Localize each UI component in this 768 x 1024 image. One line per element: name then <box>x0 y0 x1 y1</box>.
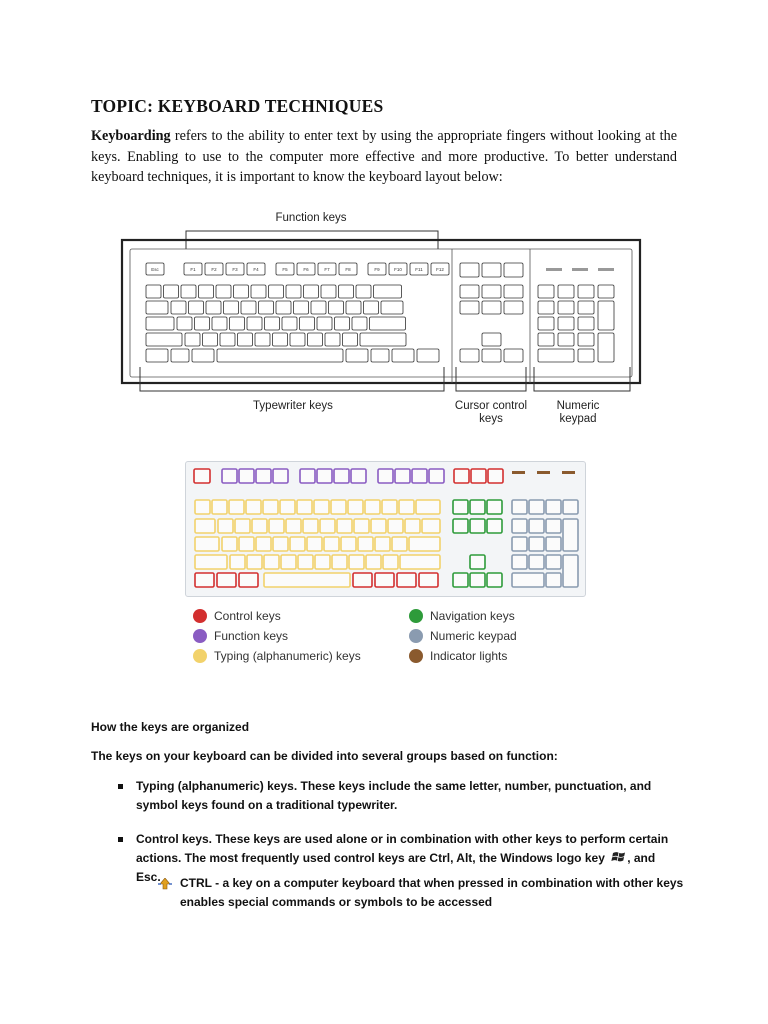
typing-key <box>409 537 440 551</box>
arrow-key <box>482 349 501 362</box>
typewriter-key <box>195 317 210 330</box>
typewriter-key <box>290 333 305 346</box>
enter-key <box>370 317 406 330</box>
typewriter-key <box>343 333 358 346</box>
legend-numeric <box>409 629 517 643</box>
function-key <box>378 469 393 483</box>
backspace-key <box>374 285 402 298</box>
legend-dot <box>409 609 423 623</box>
function-key-label: F7 <box>324 267 330 272</box>
numpad-zero-key <box>512 573 544 587</box>
windows-key <box>171 349 189 362</box>
legend-indicator <box>409 649 507 663</box>
navigation-key <box>460 301 479 314</box>
navigation-key <box>487 500 502 514</box>
typing-key <box>246 500 261 514</box>
function-key <box>239 469 254 483</box>
key-color-legend <box>193 609 553 669</box>
typewriter-key <box>282 317 297 330</box>
typewriter-key <box>212 317 227 330</box>
typewriter-key <box>164 285 179 298</box>
typing-key <box>256 537 271 551</box>
numpad-key <box>578 333 594 346</box>
typewriter-key <box>286 285 301 298</box>
arrow-key <box>487 573 502 587</box>
typing-key <box>235 519 250 533</box>
numpad-key <box>578 349 594 362</box>
function-key <box>300 469 315 483</box>
numpad-key <box>538 349 574 362</box>
typing-key <box>218 519 233 533</box>
numpad-key <box>512 555 527 569</box>
navigation-key <box>460 285 479 298</box>
numpad-key <box>529 537 544 551</box>
typewriter-key <box>356 285 371 298</box>
cursor-bracket <box>456 383 526 391</box>
typing-key <box>230 555 245 569</box>
function-key-label: F12 <box>436 267 444 272</box>
bullet-text: Typing (alphanumeric) keys. These keys include the same letter, number, punctuation, and symbol keys found on a traditional typewriter. <box>136 779 652 812</box>
control-key <box>353 573 372 587</box>
typing-key <box>315 555 330 569</box>
numpad-key <box>546 500 561 514</box>
function-keys-bracket <box>186 231 438 237</box>
typewriter-key <box>276 301 291 314</box>
arrow-key <box>470 573 485 587</box>
typewriter-key <box>346 301 361 314</box>
label-numeric-keypad: Numeric keypad <box>556 400 600 425</box>
typewriter-key <box>335 317 350 330</box>
typing-key <box>281 555 296 569</box>
typewriter-key <box>189 301 204 314</box>
typing-key <box>320 519 335 533</box>
typing-key <box>375 537 390 551</box>
print-scroll-pause-key <box>504 263 523 277</box>
function-key-label: F11 <box>415 267 423 272</box>
numpad-key <box>529 519 544 533</box>
print-scroll-pause-key <box>454 469 469 483</box>
topic-heading: TOPIC: KEYBOARD TECHNIQUES <box>91 96 384 116</box>
numpad-key <box>598 285 614 298</box>
control-key <box>239 573 258 587</box>
numpad-key <box>578 285 594 298</box>
typing-key <box>388 519 403 533</box>
typing-key <box>303 519 318 533</box>
numpad-key <box>558 333 574 346</box>
bullet-square-icon <box>118 784 123 789</box>
typing-key <box>269 519 284 533</box>
numpad-key <box>538 317 554 330</box>
typewriter-key <box>255 333 270 346</box>
intro-term: Keyboarding <box>91 128 171 144</box>
tab-key <box>146 301 168 314</box>
typing-key <box>195 555 227 569</box>
typing-key <box>307 537 322 551</box>
numpad-key <box>538 285 554 298</box>
function-key <box>222 469 237 483</box>
typewriter-key <box>216 285 231 298</box>
typing-key <box>195 500 210 514</box>
numpad-key <box>558 301 574 314</box>
typewriter-key <box>171 301 186 314</box>
function-key <box>256 469 271 483</box>
esc-key <box>194 469 210 483</box>
function-key <box>334 469 349 483</box>
print-scroll-pause-key <box>482 263 501 277</box>
typewriter-key <box>364 301 379 314</box>
legend-label: Function keys <box>214 629 289 643</box>
typewriter-key <box>199 285 214 298</box>
function-key-label: F6 <box>303 267 309 272</box>
typing-key <box>314 500 329 514</box>
control-key <box>217 573 236 587</box>
intro-paragraph <box>91 126 677 188</box>
typing-key <box>286 519 301 533</box>
indicator-light <box>572 268 588 271</box>
function-key <box>412 469 427 483</box>
numpad-key <box>546 573 561 587</box>
numpad-key <box>546 519 561 533</box>
typing-key <box>341 537 356 551</box>
arrow-key <box>470 555 485 569</box>
typing-key <box>195 519 215 533</box>
typing-key <box>222 537 237 551</box>
legend-typing <box>193 649 361 663</box>
legend-dot <box>409 649 423 663</box>
typewriter-key <box>321 285 336 298</box>
numpad-key <box>512 519 527 533</box>
typewriter-key <box>251 285 266 298</box>
bullet-text-end: , and Esc. <box>136 851 656 884</box>
arrow-key <box>460 349 479 362</box>
ctrl-key <box>146 349 168 362</box>
typing-key <box>273 537 288 551</box>
typing-key <box>324 537 339 551</box>
typewriter-key <box>247 317 262 330</box>
navigation-key <box>504 285 523 298</box>
numpad-key <box>529 555 544 569</box>
typewriter-key <box>203 333 218 346</box>
caps-lock-key <box>146 317 174 330</box>
function-key-label: F2 <box>211 267 217 272</box>
legend-function <box>193 629 288 643</box>
typing-key <box>405 519 420 533</box>
legend-dot <box>409 629 423 643</box>
list-item-typing-keys <box>118 777 678 815</box>
typewriter-key <box>220 333 235 346</box>
typing-key <box>263 500 278 514</box>
legend-label: Navigation keys <box>430 609 515 623</box>
navigation-key <box>482 301 501 314</box>
numpad-plus-key <box>598 301 614 330</box>
windows-logo-icon <box>611 849 627 865</box>
legend-control <box>193 609 281 623</box>
colored-keyboard-drawing <box>186 462 585 596</box>
navigation-key <box>470 519 485 533</box>
typing-key <box>298 555 313 569</box>
typewriter-key <box>265 317 280 330</box>
control-key <box>419 573 438 587</box>
print-scroll-pause-key <box>460 263 479 277</box>
label-function-keys: Function keys <box>275 212 347 224</box>
indicator-light <box>512 471 525 474</box>
legend-navigation <box>409 609 515 623</box>
menu-key <box>392 349 414 362</box>
typewriter-key <box>311 301 326 314</box>
bullet-text: Control keys. These keys are used alone or in combination with other keys to perform certain actions. The most frequently used control keys are Ctrl, Alt, the Windows logo key <box>136 832 669 865</box>
arrow-key <box>453 573 468 587</box>
print-scroll-pause-key <box>488 469 503 483</box>
intro-text: refers to the ability to enter text by using the appropriate fingers without looking at the keys. Enabling to use to the computer more effective and more productive. To better understand keyboard techniques, it is important to know the keyboard layout below: <box>91 128 677 185</box>
typewriter-key <box>259 301 274 314</box>
numeric-bracket <box>534 383 630 391</box>
typing-key <box>212 500 227 514</box>
typing-key <box>247 555 262 569</box>
typing-key <box>366 555 381 569</box>
shift-key <box>360 333 406 346</box>
navigation-key <box>504 301 523 314</box>
typewriter-key <box>339 285 354 298</box>
keyboard-layout-diagram <box>118 205 648 435</box>
function-key <box>317 469 332 483</box>
space-bar <box>264 573 350 587</box>
typing-key <box>239 537 254 551</box>
function-key-label: F5 <box>282 267 288 272</box>
function-key-label: F8 <box>345 267 351 272</box>
legend-dot <box>193 629 207 643</box>
typewriter-key <box>317 317 332 330</box>
navigation-key <box>453 519 468 533</box>
navigation-key <box>453 500 468 514</box>
legend-label: Control keys <box>214 609 281 623</box>
typewriter-key <box>206 301 221 314</box>
numpad-key <box>546 555 561 569</box>
typing-key <box>365 500 380 514</box>
numpad-plus-key <box>563 519 578 551</box>
space-bar <box>217 349 343 362</box>
typing-key <box>229 500 244 514</box>
typewriter-key <box>269 285 284 298</box>
numpad-enter-key <box>563 555 578 587</box>
typewriter-key <box>294 301 309 314</box>
typewriter-key <box>146 285 161 298</box>
typing-key <box>252 519 267 533</box>
shift-key <box>146 333 182 346</box>
typing-key <box>371 519 386 533</box>
typing-key <box>392 537 407 551</box>
esc-key-label: Esc <box>151 267 159 272</box>
windows-key <box>371 349 389 362</box>
typing-key <box>382 500 397 514</box>
function-key-label: F3 <box>232 267 238 272</box>
numpad-key <box>563 500 578 514</box>
numpad-key <box>558 317 574 330</box>
function-key <box>351 469 366 483</box>
typewriter-bracket <box>140 383 444 391</box>
navigation-key <box>487 519 502 533</box>
indicator-light <box>546 268 562 271</box>
indicator-light <box>537 471 550 474</box>
control-key <box>397 573 416 587</box>
typing-key <box>332 555 347 569</box>
alt-key <box>192 349 214 362</box>
legend-dot <box>193 649 207 663</box>
arrow-up-key <box>482 333 501 346</box>
typewriter-key <box>304 285 319 298</box>
legend-label: Typing (alphanumeric) keys <box>214 649 361 663</box>
typing-key <box>399 500 414 514</box>
function-key-label: F10 <box>394 267 402 272</box>
typing-key <box>354 519 369 533</box>
typewriter-key <box>230 317 245 330</box>
section-heading: How the keys are organized <box>91 720 250 734</box>
typewriter-key <box>325 333 340 346</box>
navigation-key <box>482 285 501 298</box>
typing-key <box>280 500 295 514</box>
typing-key <box>297 500 312 514</box>
label-typewriter-keys: Typewriter keys <box>253 400 333 412</box>
typewriter-key <box>352 317 367 330</box>
numpad-key <box>512 537 527 551</box>
numpad-key <box>578 317 594 330</box>
typewriter-key <box>238 333 253 346</box>
function-key-label: F1 <box>190 267 196 272</box>
colored-key-groups <box>194 469 578 587</box>
indicator-light <box>562 471 575 474</box>
function-key-label: F4 <box>253 267 259 272</box>
function-key-label: F9 <box>374 267 380 272</box>
typewriter-key <box>381 301 403 314</box>
arrow-bullet-icon <box>158 878 172 890</box>
typewriter-key <box>329 301 344 314</box>
indicator-light <box>598 268 614 271</box>
typewriter-key <box>177 317 192 330</box>
print-scroll-pause-key <box>471 469 486 483</box>
typing-key <box>400 555 440 569</box>
control-key <box>195 573 214 587</box>
typing-key <box>416 500 440 514</box>
typewriter-key <box>300 317 315 330</box>
typing-key <box>331 500 346 514</box>
colored-keyboard-diagram <box>185 461 586 597</box>
control-key <box>375 573 394 587</box>
groups-intro: The keys on your keyboard can be divided into several groups based on function: <box>91 749 558 763</box>
function-key <box>273 469 288 483</box>
numpad-key <box>546 537 561 551</box>
typewriter-key <box>308 333 323 346</box>
numpad-enter-key <box>598 333 614 362</box>
navigation-key <box>470 500 485 514</box>
typing-key <box>348 500 363 514</box>
typewriter-key <box>181 285 196 298</box>
ctrl-definition-text: CTRL - a key on a computer keyboard that when pressed in combination with other keys enables special commands or symbols to be accessed <box>180 876 684 909</box>
typewriter-key <box>185 333 200 346</box>
numpad-key <box>558 285 574 298</box>
typewriter-key <box>234 285 249 298</box>
typing-key <box>195 537 219 551</box>
typing-key <box>337 519 352 533</box>
numpad-key <box>538 333 554 346</box>
legend-label: Indicator lights <box>430 649 508 663</box>
typewriter-key <box>224 301 239 314</box>
typing-key <box>383 555 398 569</box>
function-key <box>395 469 410 483</box>
numpad-key <box>538 301 554 314</box>
typing-key <box>358 537 373 551</box>
label-cursor-control-keys: Cursor control keys <box>454 400 528 425</box>
alt-key <box>346 349 368 362</box>
numpad-key <box>529 500 544 514</box>
legend-label: Numeric keypad <box>430 629 517 643</box>
typewriter-key <box>273 333 288 346</box>
function-key <box>429 469 444 483</box>
legend-dot <box>193 609 207 623</box>
ctrl-definition <box>158 874 700 912</box>
arrow-key <box>504 349 523 362</box>
typing-key <box>264 555 279 569</box>
typing-key <box>349 555 364 569</box>
ctrl-key <box>417 349 439 362</box>
typing-key <box>290 537 305 551</box>
bullet-square-icon <box>118 837 123 842</box>
typing-key <box>422 519 440 533</box>
numpad-key <box>578 301 594 314</box>
typewriter-key <box>241 301 256 314</box>
numpad-key <box>512 500 527 514</box>
